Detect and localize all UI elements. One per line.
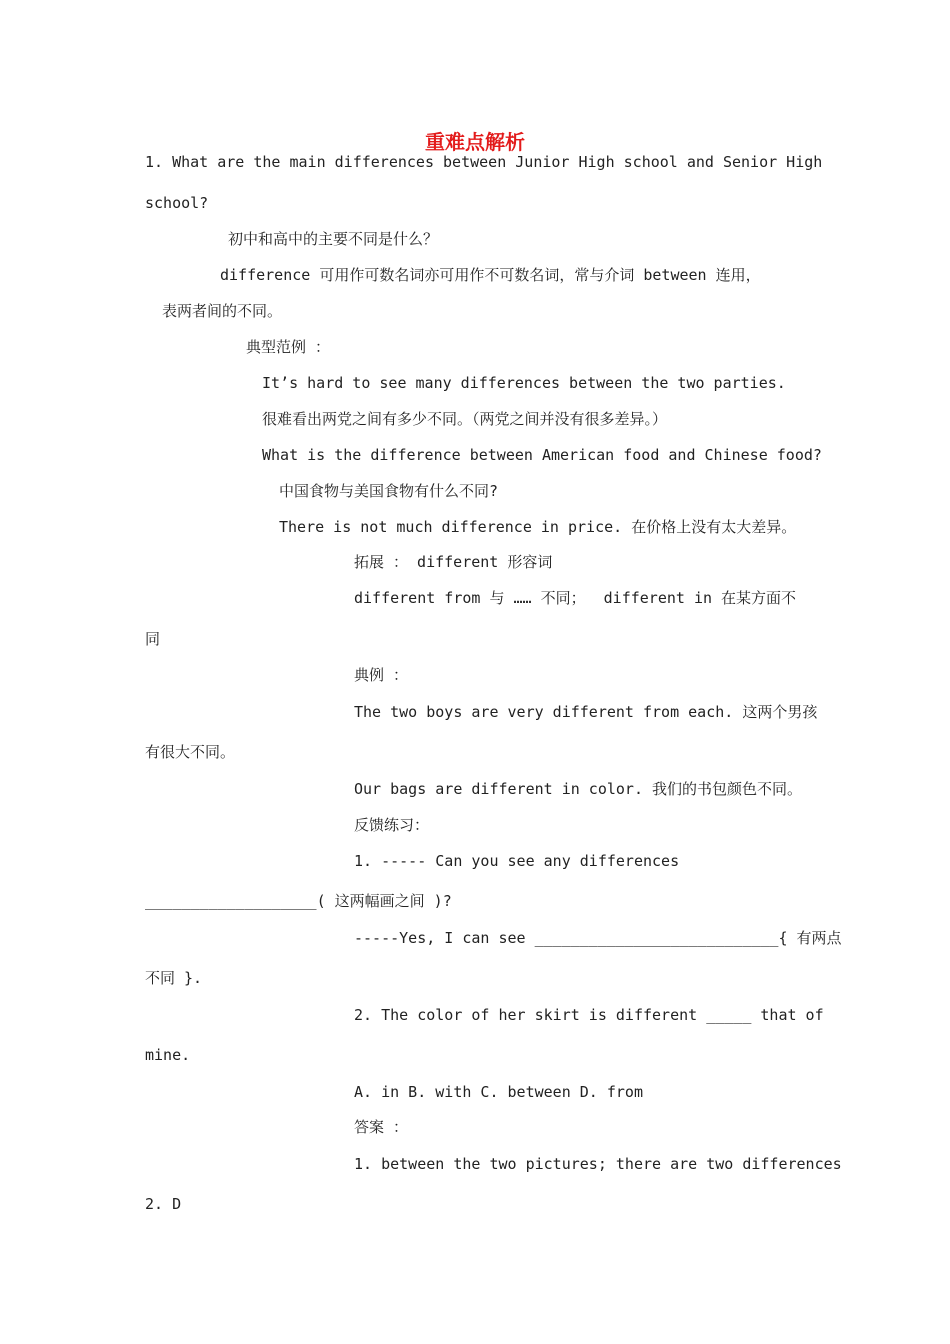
example-2-english: What is the difference between American food and Chinese food? bbox=[262, 446, 822, 464]
practice-q1-line-d: 不同 }. bbox=[145, 969, 203, 987]
answer-1: 1. between the two pictures; there are two differences bbox=[354, 1155, 842, 1173]
example-2-chinese: 中国食物与美国食物有什么不同? bbox=[279, 482, 499, 500]
example-1-chinese: 很难看出两党之间有多少不同。（两党之间并没有很多差异。） bbox=[262, 410, 668, 428]
example-3: There is not much difference in price. 在价格上没有太大差异。 bbox=[279, 518, 797, 536]
practice-q1-line-a: 1. ----- Can you see any differences bbox=[354, 852, 680, 870]
practice-q1-line-c: -----Yes, I can see ___________________________{ 有两点 bbox=[354, 929, 842, 947]
question-1-line-2: school? bbox=[145, 194, 209, 212]
question-1-translation: 初中和高中的主要不同是什么？ bbox=[228, 230, 439, 248]
practice-q2-options: A. in B. with C. between D. from bbox=[354, 1083, 643, 1101]
extension-label: 拓展 ： different 形容词 bbox=[354, 553, 553, 571]
answers-label: 答案 ： bbox=[354, 1118, 409, 1136]
answer-2: 2. D bbox=[145, 1195, 182, 1213]
extension-examples-label: 典例 ： bbox=[354, 666, 409, 684]
example-1-english: It’s hard to see many differences between the two parties. bbox=[262, 374, 786, 392]
extension-example-1b: 有很大不同。 bbox=[145, 743, 236, 761]
extension-line-1: different from 与 …… 不同； different in 在某方面不 bbox=[354, 589, 797, 607]
examples-label: 典型范例 ： bbox=[246, 338, 331, 356]
extension-example-1a: The two boys are very different from each. 这两个男孩 bbox=[354, 703, 818, 721]
extension-line-2: 同 bbox=[145, 630, 161, 648]
usage-note-line-1: difference 可用作可数名词亦可用作不可数名词，常与介词 between 连用， bbox=[220, 266, 761, 284]
page-title: 重难点解析 bbox=[425, 130, 525, 154]
extension-example-2: Our bags are different in color. 我们的书包颜色不同。 bbox=[354, 780, 803, 798]
usage-note-line-2: 表两者间的不同。 bbox=[162, 302, 283, 320]
question-1-line-1: 1. What are the main differences between Junior High school and Senior High bbox=[145, 153, 823, 171]
practice-q2-line-b: mine. bbox=[145, 1046, 191, 1064]
practice-q1-line-b: ___________________( 这两幅画之间 )? bbox=[145, 892, 452, 910]
practice-q2-line-a: 2. The color of her skirt is different _____ that of bbox=[354, 1006, 824, 1024]
practice-label: 反馈练习： bbox=[354, 816, 430, 834]
